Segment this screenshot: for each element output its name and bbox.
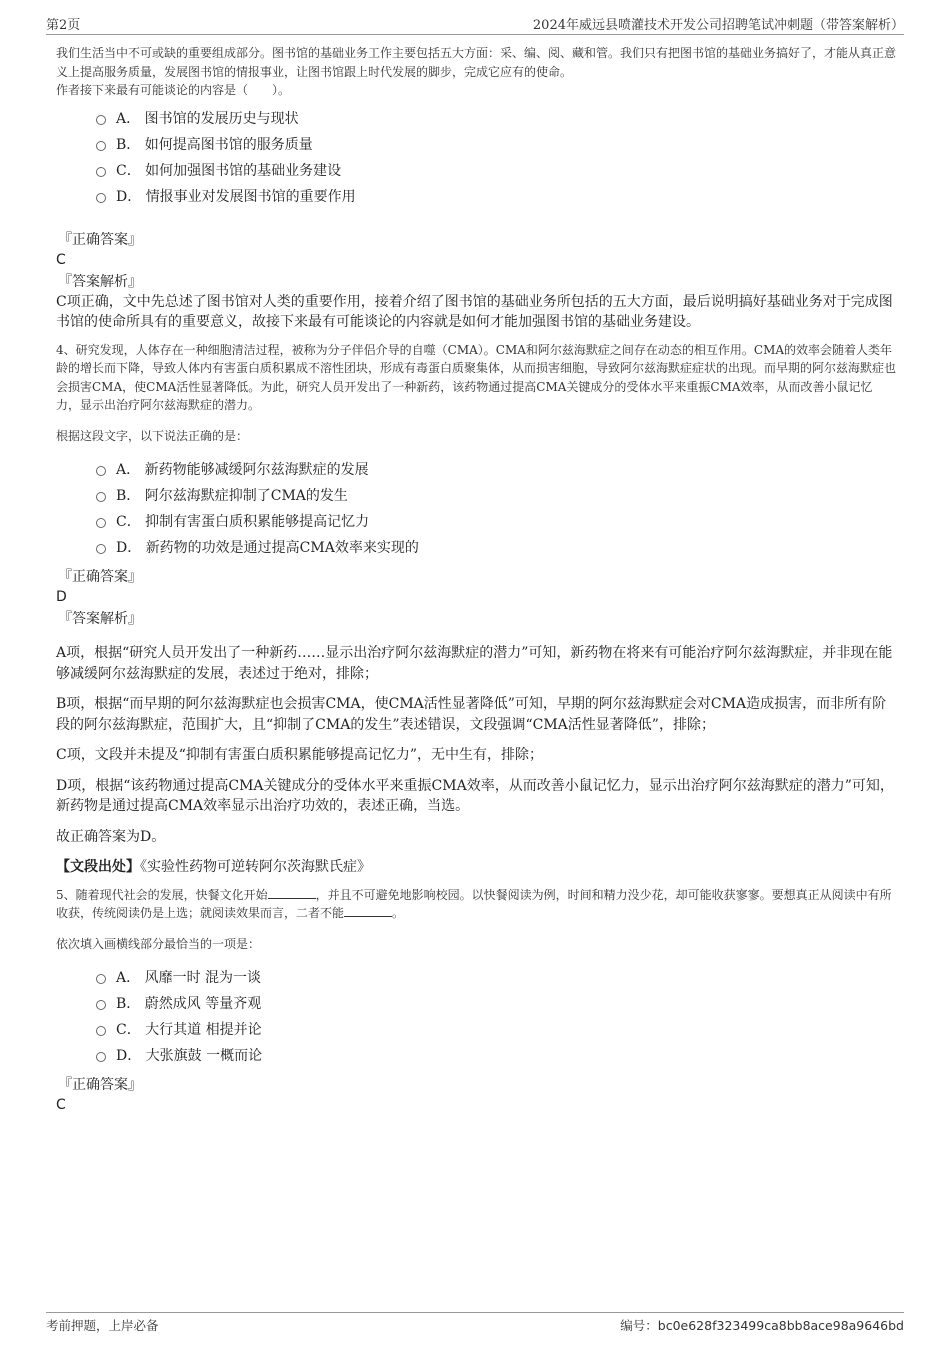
q4-answer-label: 『正确答案』	[58, 569, 142, 585]
q5-passage: 5、随着现代社会的发展，快餐文化开始 ，并且不可避免地影响校园。以快餐阅读为例，时间和精力没少花，却可能收获寥寥。要想真正从阅读中有所收获，传统阅读仍是上选；就阅读效果而言，二者不能 。	[56, 887, 892, 920]
fill-blank-2[interactable]	[344, 904, 392, 917]
page-footer	[46, 1312, 904, 1333]
q3-option-b[interactable]: B． 如何提高图书馆的服务质量	[96, 132, 896, 158]
q4-answer: D	[56, 589, 67, 605]
q3-option-a[interactable]: A． 图书馆的发展历史与现状	[96, 106, 896, 132]
radio-icon[interactable]	[96, 1052, 106, 1062]
q4-option-a[interactable]: A． 新药物能够减缓阿尔兹海默症的发展	[96, 457, 896, 483]
radio-icon[interactable]	[96, 167, 106, 177]
q3-analysis: C项正确，文中先总述了图书馆对人类的重要作用，接着介绍了图书馆的基础业务所包括的五大方面，最后说明搞好基础业务对于完成图书馆的使命所具有的重要意义，故接下来最有可能谈论的内容就是如何才能加强图书馆的基础业务建设。	[56, 293, 893, 330]
document-id	[620, 1316, 904, 1334]
page-header	[46, 14, 904, 35]
radio-icon[interactable]	[96, 193, 106, 203]
source-label: 【文段出处】	[56, 859, 140, 875]
q5-option-b[interactable]: B． 蔚然成风 等量齐观	[96, 991, 896, 1017]
source-title: 《实验性药物可逆转阿尔茨海默氏症》	[140, 859, 371, 875]
q4-analysis-a: A项，根据“研究人员开发出了一种新药……显示出治疗阿尔兹海默症的潜力”可知，新药物在将来有可能治疗阿尔兹海默症，并非现在能够减缓阿尔兹海默症的发展，表述过于绝对，排除；	[56, 645, 893, 682]
q4-source	[56, 857, 896, 878]
radio-icon[interactable]	[96, 492, 106, 502]
q5-option-a[interactable]: A． 风靡一时 混为一谈	[96, 965, 896, 991]
radio-icon[interactable]	[96, 115, 106, 125]
q5-option-d[interactable]: D． 大张旗鼓 一概而论	[96, 1043, 896, 1069]
radio-icon[interactable]	[96, 141, 106, 151]
q4-analysis-c: C项，文段并未提及“抑制有害蛋白质积累能够提高记忆力”，无中生有，排除；	[56, 747, 544, 763]
q3-options	[56, 106, 896, 210]
q5-question: 依次填入画横线部分最恰当的一项是：	[56, 936, 261, 951]
q4-analysis-label: 『答案解析』	[58, 611, 142, 627]
q3-answer: C	[56, 251, 66, 268]
document-id-label: 编号：	[620, 1318, 658, 1333]
q3-analysis-label: 『答案解析』	[58, 273, 142, 290]
page-number: 第2页	[46, 18, 81, 33]
question-3	[56, 44, 896, 333]
footer-slogan: 考前押题，上岸必备	[46, 1318, 159, 1333]
document-title: 2024年威远县喷灌技术开发公司招聘笔试冲刺题（带答案解析）	[532, 18, 904, 33]
radio-icon[interactable]	[96, 1000, 106, 1010]
q4-conclusion: 故正确答案为D。	[56, 828, 166, 845]
q4-passage: 4、研究发现，人体存在一种细胞清洁过程，被称为分子伴侣介导的自噬（CMA）。CMA和阿尔兹海默症之间存在动态的相互作用。CMA的效率会随着人类年龄的增长而下降，导致人体内有害蛋白质积累成不溶性团块，形成有毒蛋白质聚集体，从而损害细胞，导致阿尔兹海默症症状的出现。而早期的阿尔兹海默症也会损害CMA，使CMA活性显著降低。为此，研究人员开发出了一种新药，该药物通过提高CMA关键成分的受体水平来重振CMA效率，从而改善小鼠记忆力，显示出治疗阿尔兹海默症的潜力。	[56, 342, 897, 412]
q4-analysis-d: D项，根据“该药物通过提高CMA关键成分的受体水平来重振CMA效率，从而改善小鼠记忆力，显示出治疗阿尔兹海默症的潜力”可知，新药物是通过提高CMA效率显示出治疗功效的，表述正确，当选。	[56, 777, 894, 814]
q5-option-c[interactable]: C． 大行其道 相提并论	[96, 1017, 896, 1043]
q3-question: 作者接下来最有可能谈论的内容是（ ）。	[56, 83, 291, 97]
q5-answer: C	[56, 1097, 66, 1113]
radio-icon[interactable]	[96, 974, 106, 984]
question-4	[56, 341, 896, 878]
q5-answer-label: 『正确答案』	[58, 1077, 142, 1093]
document-id-code: bc0e628f323499ca8bb8ace98a9646bd	[657, 1318, 904, 1333]
q4-question: 根据这段文字，以下说法正确的是：	[56, 428, 249, 443]
q3-option-c[interactable]: C． 如何加强图书馆的基础业务建设	[96, 158, 896, 184]
fill-blank-1[interactable]	[268, 886, 316, 899]
question-5	[56, 886, 896, 1116]
radio-icon[interactable]	[96, 544, 106, 554]
radio-icon[interactable]	[96, 518, 106, 528]
q4-option-d[interactable]: D． 新药物的功效是通过提高CMA效率来实现的	[96, 535, 896, 561]
radio-icon[interactable]	[96, 466, 106, 476]
document-body	[56, 44, 896, 1115]
q4-options	[56, 457, 896, 561]
q4-option-b[interactable]: B． 阿尔兹海默症抑制了CMA的发生	[96, 483, 896, 509]
q4-analysis-b: B项，根据“而早期的阿尔兹海默症也会损害CMA，使CMA活性显著降低”可知，早期的阿尔兹海默症会对CMA造成损害，而非所有阶段的阿尔兹海默症，范围扩大，且“抑制了CMA的发生”表述错误，文段强调“CMA活性显著降低”，排除；	[56, 696, 887, 733]
q4-option-c[interactable]: C． 抑制有害蛋白质积累能够提高记忆力	[96, 509, 896, 535]
q3-option-d[interactable]: D． 情报事业对发展图书馆的重要作用	[96, 184, 896, 210]
q3-passage: 我们生活当中不可或缺的重要组成部分。图书馆的基础业务工作主要包括五大方面：采、编、阅、藏和管。我们只有把图书馆的基础业务搞好了，才能从真正意义上提高服务质量，发展图书馆的情报事业，让图书馆跟上时代发展的脚步，完成它应有的使命。	[56, 46, 897, 79]
q5-options	[56, 965, 896, 1069]
radio-icon[interactable]	[96, 1026, 106, 1036]
q3-answer-label: 『正确答案』	[58, 231, 142, 248]
